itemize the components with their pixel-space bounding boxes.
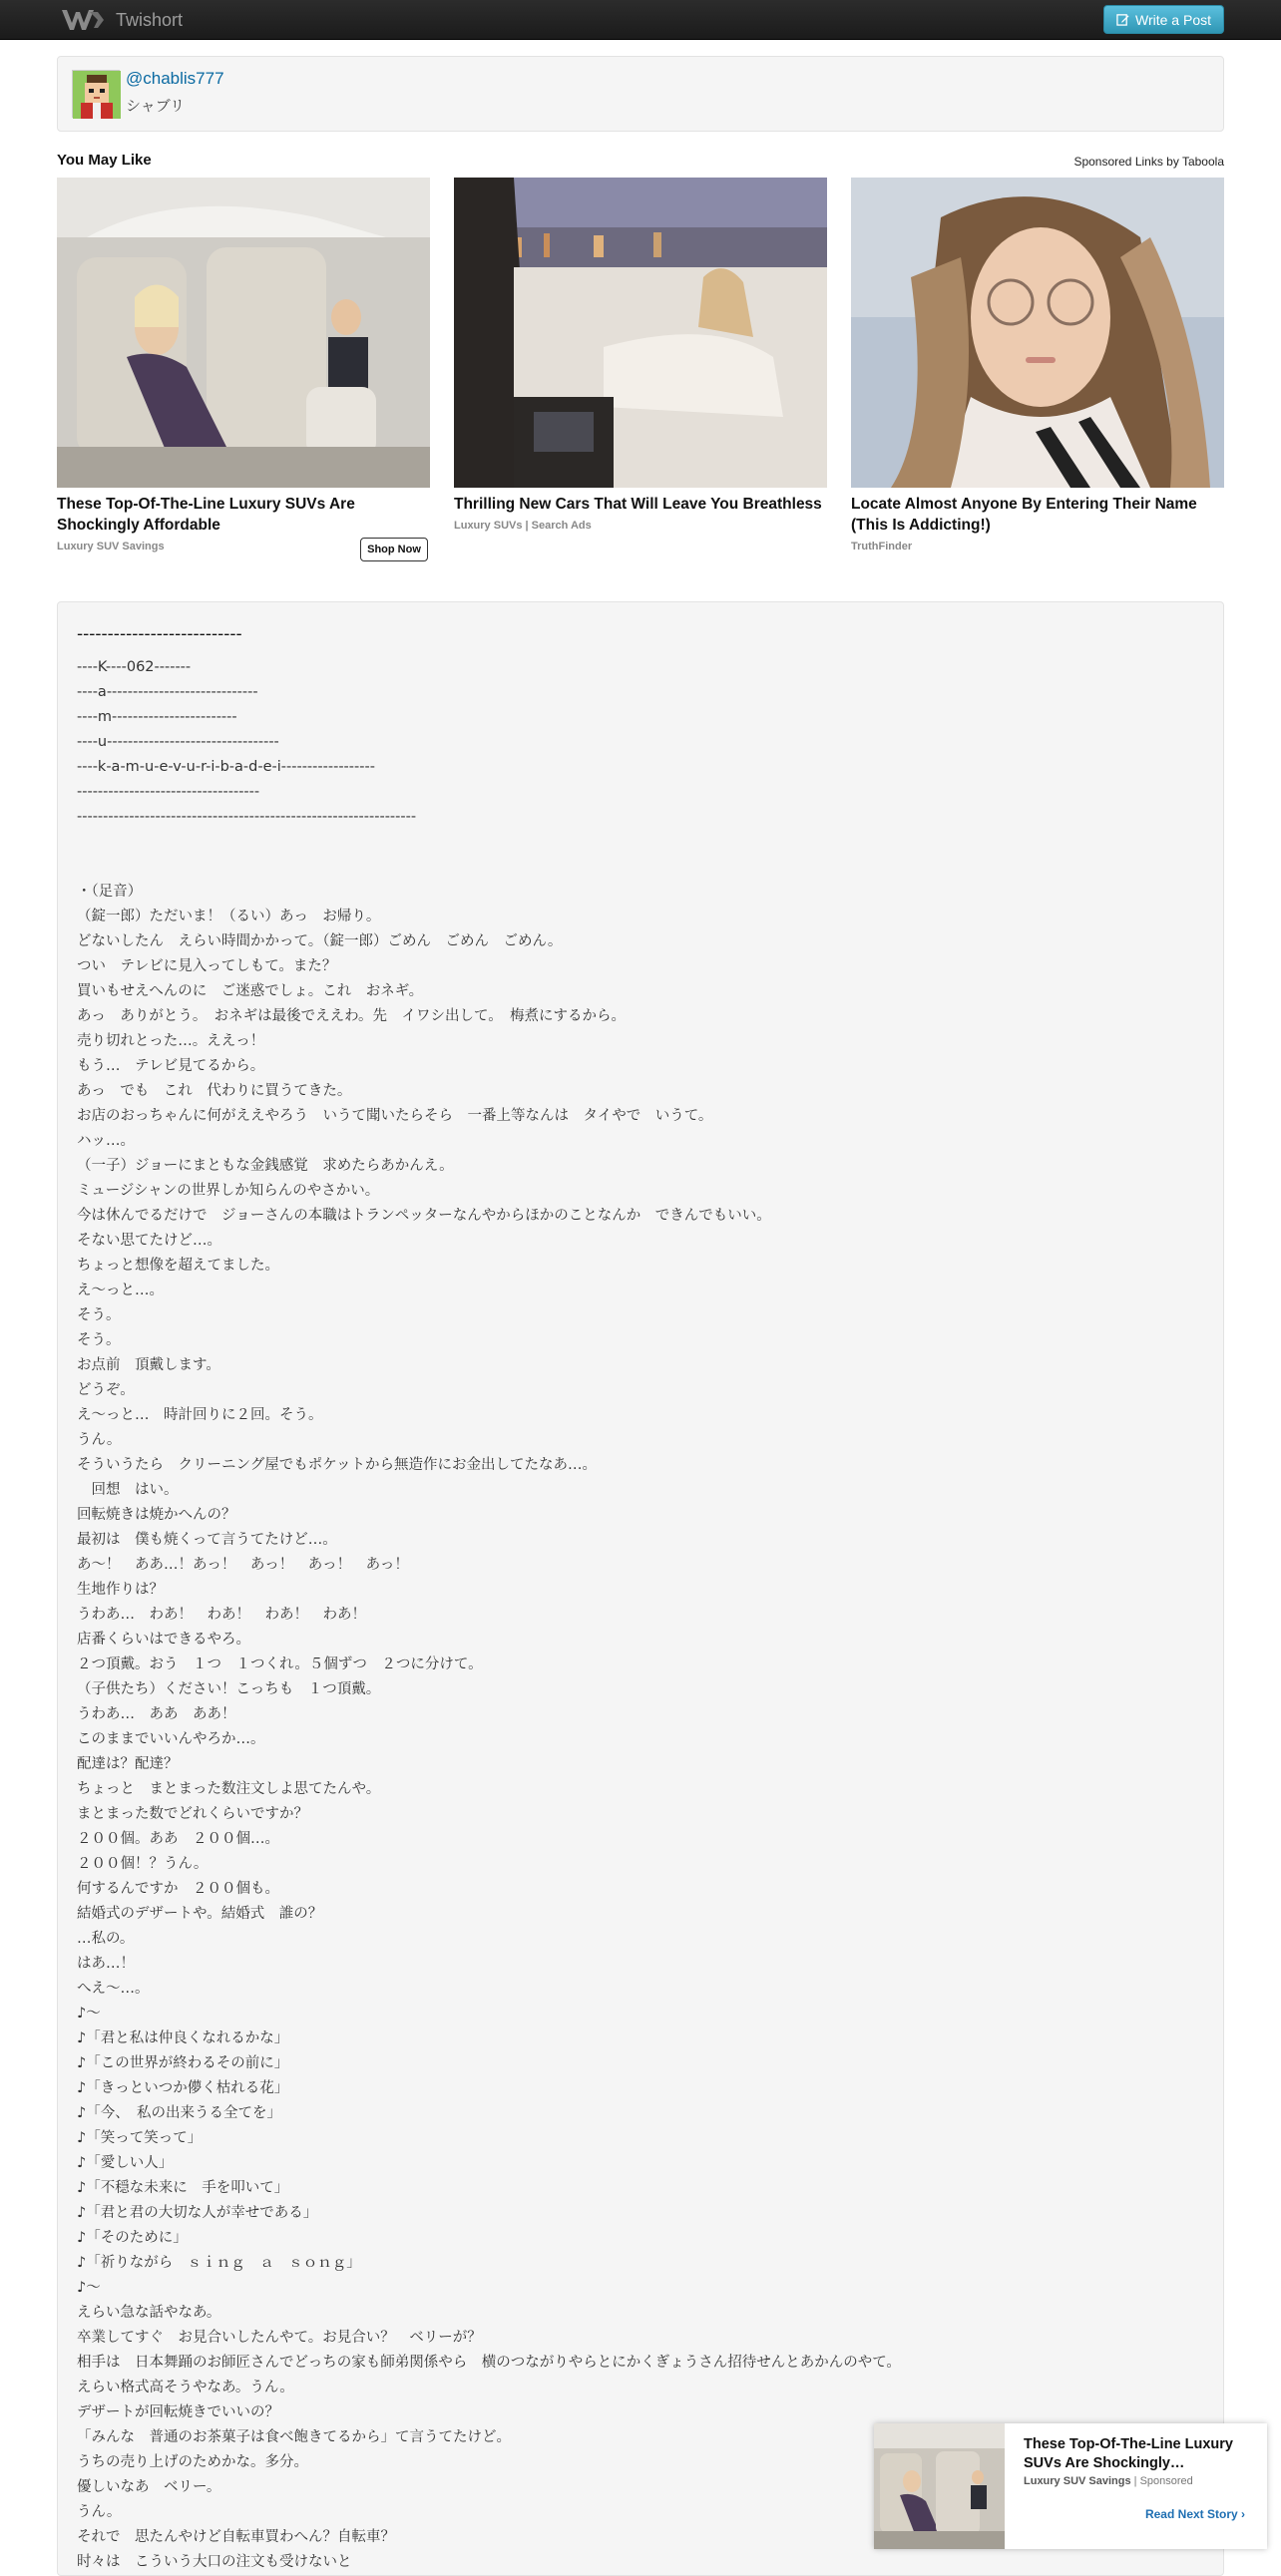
post-line: うん。	[77, 2504, 122, 2520]
suv-interior-photo-icon	[874, 2423, 1005, 2549]
post-line: あ～！ ああ…！あっ！ あっ！ あっ！ あっ！	[77, 1557, 409, 1573]
post-line: 时々は こういう大口の注文も受けないと	[77, 2554, 352, 2570]
post-line: ♪～	[77, 2006, 101, 2022]
sticky-ad[interactable]	[874, 2423, 1267, 2549]
car-passenger-photo-icon	[454, 178, 827, 488]
post-line: ちょっと まとまった数注文しよ思てたんや。	[77, 1781, 381, 1797]
top-navbar	[0, 0, 1281, 40]
post-line: 店番くらいはできるやろ。	[77, 1632, 250, 1648]
post-line: うん。	[77, 1432, 122, 1448]
twishort-logo-icon	[60, 6, 106, 34]
post-line: そう。	[77, 1332, 121, 1348]
recommend-card-title[interactable]: Thrilling New Cars That Will Leave You Breathless	[454, 496, 822, 513]
post-line: 今は休んでるだけで ジョーさんの本職はトランペッターなんやからほかのことなんか できんでもいい。	[77, 1208, 771, 1224]
post-line: 最初は 僕も焼くって言うてたけど…。	[77, 1532, 337, 1548]
post-line: そう。	[77, 1307, 121, 1323]
post-line: うわあ… ああ ああ！	[77, 1706, 236, 1722]
brand-name: Twishort	[116, 9, 184, 30]
recommend-card-source: TruthFinder	[851, 541, 913, 552]
post-line: ♪「そのために」	[77, 2230, 188, 2246]
sticky-ad-meta	[1024, 2475, 1193, 2487]
recommend-card-source: Luxury SUV Savings	[57, 541, 165, 552]
post-line: ちょっと想像を超えてました。	[77, 1258, 279, 1274]
post-line: ２つ頂戴。おう １つ １つくれ。５個ずつ ２つに分けて。	[77, 1656, 483, 1672]
recommend-card[interactable]	[57, 178, 430, 555]
post-line: え～っと… 時計回りに２回。そう。	[77, 1407, 323, 1423]
edit-icon	[1116, 13, 1129, 26]
sticky-ad-image[interactable]	[874, 2423, 1005, 2549]
post-line: お店のおっちゃんに何がええやろう いうて聞いたらそら 一番上等なんは タイやで いうて。	[77, 1108, 713, 1124]
post-line: 配達は？配達？	[77, 1756, 179, 1772]
post-line: …私の。	[77, 1931, 135, 1947]
post-line: ２００個。ああ ２００個…。	[77, 1831, 279, 1847]
avatar[interactable]	[72, 70, 120, 118]
write-post-label: Write a Post	[1135, 11, 1211, 28]
post-line: ♪「君と私は仲良くなれるかな」	[77, 2030, 289, 2046]
post-line: ♪「祈りながら ｓｉｎｇ ａ ｓｏｎｇ」	[77, 2255, 361, 2271]
post-line: ----a-----------------------------	[77, 684, 258, 700]
post-line: つい テレビに見入ってしもて。また？	[77, 958, 337, 974]
post-line: えらい急な話やなあ。	[77, 2305, 221, 2321]
post-line: ♪～	[77, 2280, 101, 2296]
post-heading-line: ---------------------------	[77, 624, 242, 644]
post-line: ♪「今、 私の出来うる全てを」	[77, 2105, 282, 2121]
post-line: ♪「君と君の大切な人が幸せである」	[77, 2205, 318, 2221]
post-line: （子供たち）ください！こっちも １つ頂戴。	[77, 1681, 381, 1697]
post-line: （錠一郎）ただいま！（るい）あっ お帰り。	[77, 909, 381, 924]
post-line: あっ でも これ 代わりに買うてきた。	[77, 1083, 352, 1099]
post-line: 回転焼きは焼かへんの？	[77, 1507, 236, 1523]
post-line: 優しいなあ ベリー。	[77, 2479, 221, 2495]
post-line: ♪「きっといつか儚く枯れる花」	[77, 2080, 289, 2096]
post-line: 生地作りは？	[77, 1582, 164, 1598]
recommend-card-source: Luxury SUVs | Search Ads	[454, 520, 592, 532]
post-line: このままでいいんやろか…。	[77, 1731, 265, 1747]
avatar-image-icon	[73, 71, 121, 119]
post-line	[77, 830, 1194, 855]
post-body	[57, 601, 1224, 2576]
recommend-heading: You May Like	[57, 152, 152, 169]
author-handle-link[interactable]: @chablis777	[126, 69, 224, 88]
author-display-name: シャブリ	[126, 97, 186, 115]
woman-portrait-photo-icon	[851, 178, 1224, 488]
post-line: 「みんな 普通のお茶菓子は食べ飽きてるから」て言うてたけど。	[77, 2429, 511, 2445]
post-line: ♪「笑って笑って」	[77, 2130, 203, 2146]
sponsored-links-label[interactable]: Sponsored Links by Taboola	[1073, 155, 1224, 169]
post-line: えらい格式高そうやなあ。うん。	[77, 2380, 294, 2395]
post-line: それで 思たんやけど自転車買わへん？自転車？	[77, 2529, 395, 2545]
post-line: ・（足音）	[77, 884, 143, 900]
recommend-card-image[interactable]	[851, 178, 1224, 488]
post-line: ♪「愛しい人」	[77, 2155, 174, 2171]
recommend-card-image[interactable]	[454, 178, 827, 488]
sticky-ad-title[interactable]: These Top-Of-The-Line Luxury SUVs Are Shockingly…	[1024, 2436, 1233, 2471]
post-line	[77, 855, 1194, 880]
post-line: あっ ありがとう。 おネギは最後でええわ。先 イワシ出して。 梅煮にするから。	[77, 1008, 626, 1024]
post-line: え～っと…。	[77, 1283, 164, 1298]
post-line: （一子）ジョーにまともな金銭感覚 求めたらあかんえ。	[77, 1158, 454, 1174]
recommend-card-title[interactable]: These Top-Of-The-Line Luxury SUVs Are Shockingly Affordable	[57, 496, 355, 534]
post-line: デザートが回転焼きでいいの？	[77, 2404, 279, 2420]
post-line: 卒業してすぐ お見合いしたんやて。お見合い？ ベリーが？	[77, 2330, 482, 2346]
post-line: もう… テレビ見てるから。	[77, 1058, 265, 1074]
post-line: お点前 頂戴します。	[77, 1357, 220, 1373]
post-line: ハッ…。	[77, 1133, 135, 1149]
post-line: うちの売り上げのためかな。多分。	[77, 2454, 308, 2470]
post-text	[77, 622, 1194, 2575]
post-line: ----K----062-------	[77, 659, 192, 675]
read-next-story-link[interactable]: Read Next Story ›	[1144, 2507, 1245, 2521]
post-line: 売り切れとった…。ええっ！	[77, 1033, 265, 1049]
post-line: ♪「不穏な未来に 手を叩いて」	[77, 2180, 289, 2196]
post-line: へえ～…。	[77, 1981, 150, 1997]
post-line: うわあ… わあ！ わあ！ わあ！ わあ！	[77, 1607, 366, 1623]
post-line: -----------------------------------------------------------------	[77, 809, 417, 825]
post-line: はあ…！	[77, 1956, 135, 1972]
post-line: 回想 はい。	[77, 1482, 179, 1498]
recommend-card-title[interactable]: Locate Almost Anyone By Entering Their Name (This Is Addicting!)	[851, 496, 1197, 534]
write-post-button[interactable]	[1103, 5, 1224, 34]
post-line: ----m------------------------	[77, 709, 237, 725]
post-line: ----k-a-m-u-e-v-u-r-i-b-a-d-e-i------------------	[77, 759, 375, 775]
post-line: ♪「この世界が終わるその前に」	[77, 2055, 289, 2071]
post-line: どないしたん えらい時間かかって。（錠一郎）ごめん ごめん ごめん。	[77, 933, 563, 949]
post-line: そない思てたけど…。	[77, 1233, 221, 1249]
post-line: 買いもせえへんのに ご迷惑でしょ。これ おネギ。	[77, 983, 424, 999]
post-line: ----u---------------------------------	[77, 734, 279, 750]
post-line: ミュージシャンの世界しか知らんのやさかい。	[77, 1183, 380, 1199]
recommend-card[interactable]	[454, 178, 827, 532]
post-line: 相手は 日本舞踊のお師匠さんでどっちの家も師弟関係やら 横のつながりやらとにかくぎょうさん招待せんとあかんのやて。	[77, 2355, 901, 2371]
post-line: どうぞ。	[77, 1382, 135, 1398]
sticky-ad-separator: |	[1130, 2475, 1140, 2487]
post-line: 何するんですか ２００個も。	[77, 1881, 279, 1897]
sticky-ad-sponsored: Sponsored	[1139, 2475, 1193, 2487]
post-line: まとまった数でどれくらいですか？	[77, 1806, 308, 1822]
sticky-ad-source: Luxury SUV Savings	[1024, 2475, 1131, 2487]
post-line: ２００個！？うん。	[77, 1856, 209, 1872]
suv-interior-photo-icon	[57, 178, 430, 488]
post-line: -----------------------------------	[77, 784, 260, 800]
recommend-card-image[interactable]	[57, 178, 430, 488]
post-line: 結婚式のデザートや。結婚式 誰の？	[77, 1906, 323, 1922]
brand-link[interactable]	[60, 5, 183, 35]
post-line: そういうたら クリーニング屋でもポケットから無造作にお金出してたなあ…。	[77, 1457, 597, 1473]
author-card	[57, 56, 1224, 132]
shop-now-button[interactable]: Shop Now	[360, 538, 428, 561]
recommend-card[interactable]	[851, 178, 1224, 552]
